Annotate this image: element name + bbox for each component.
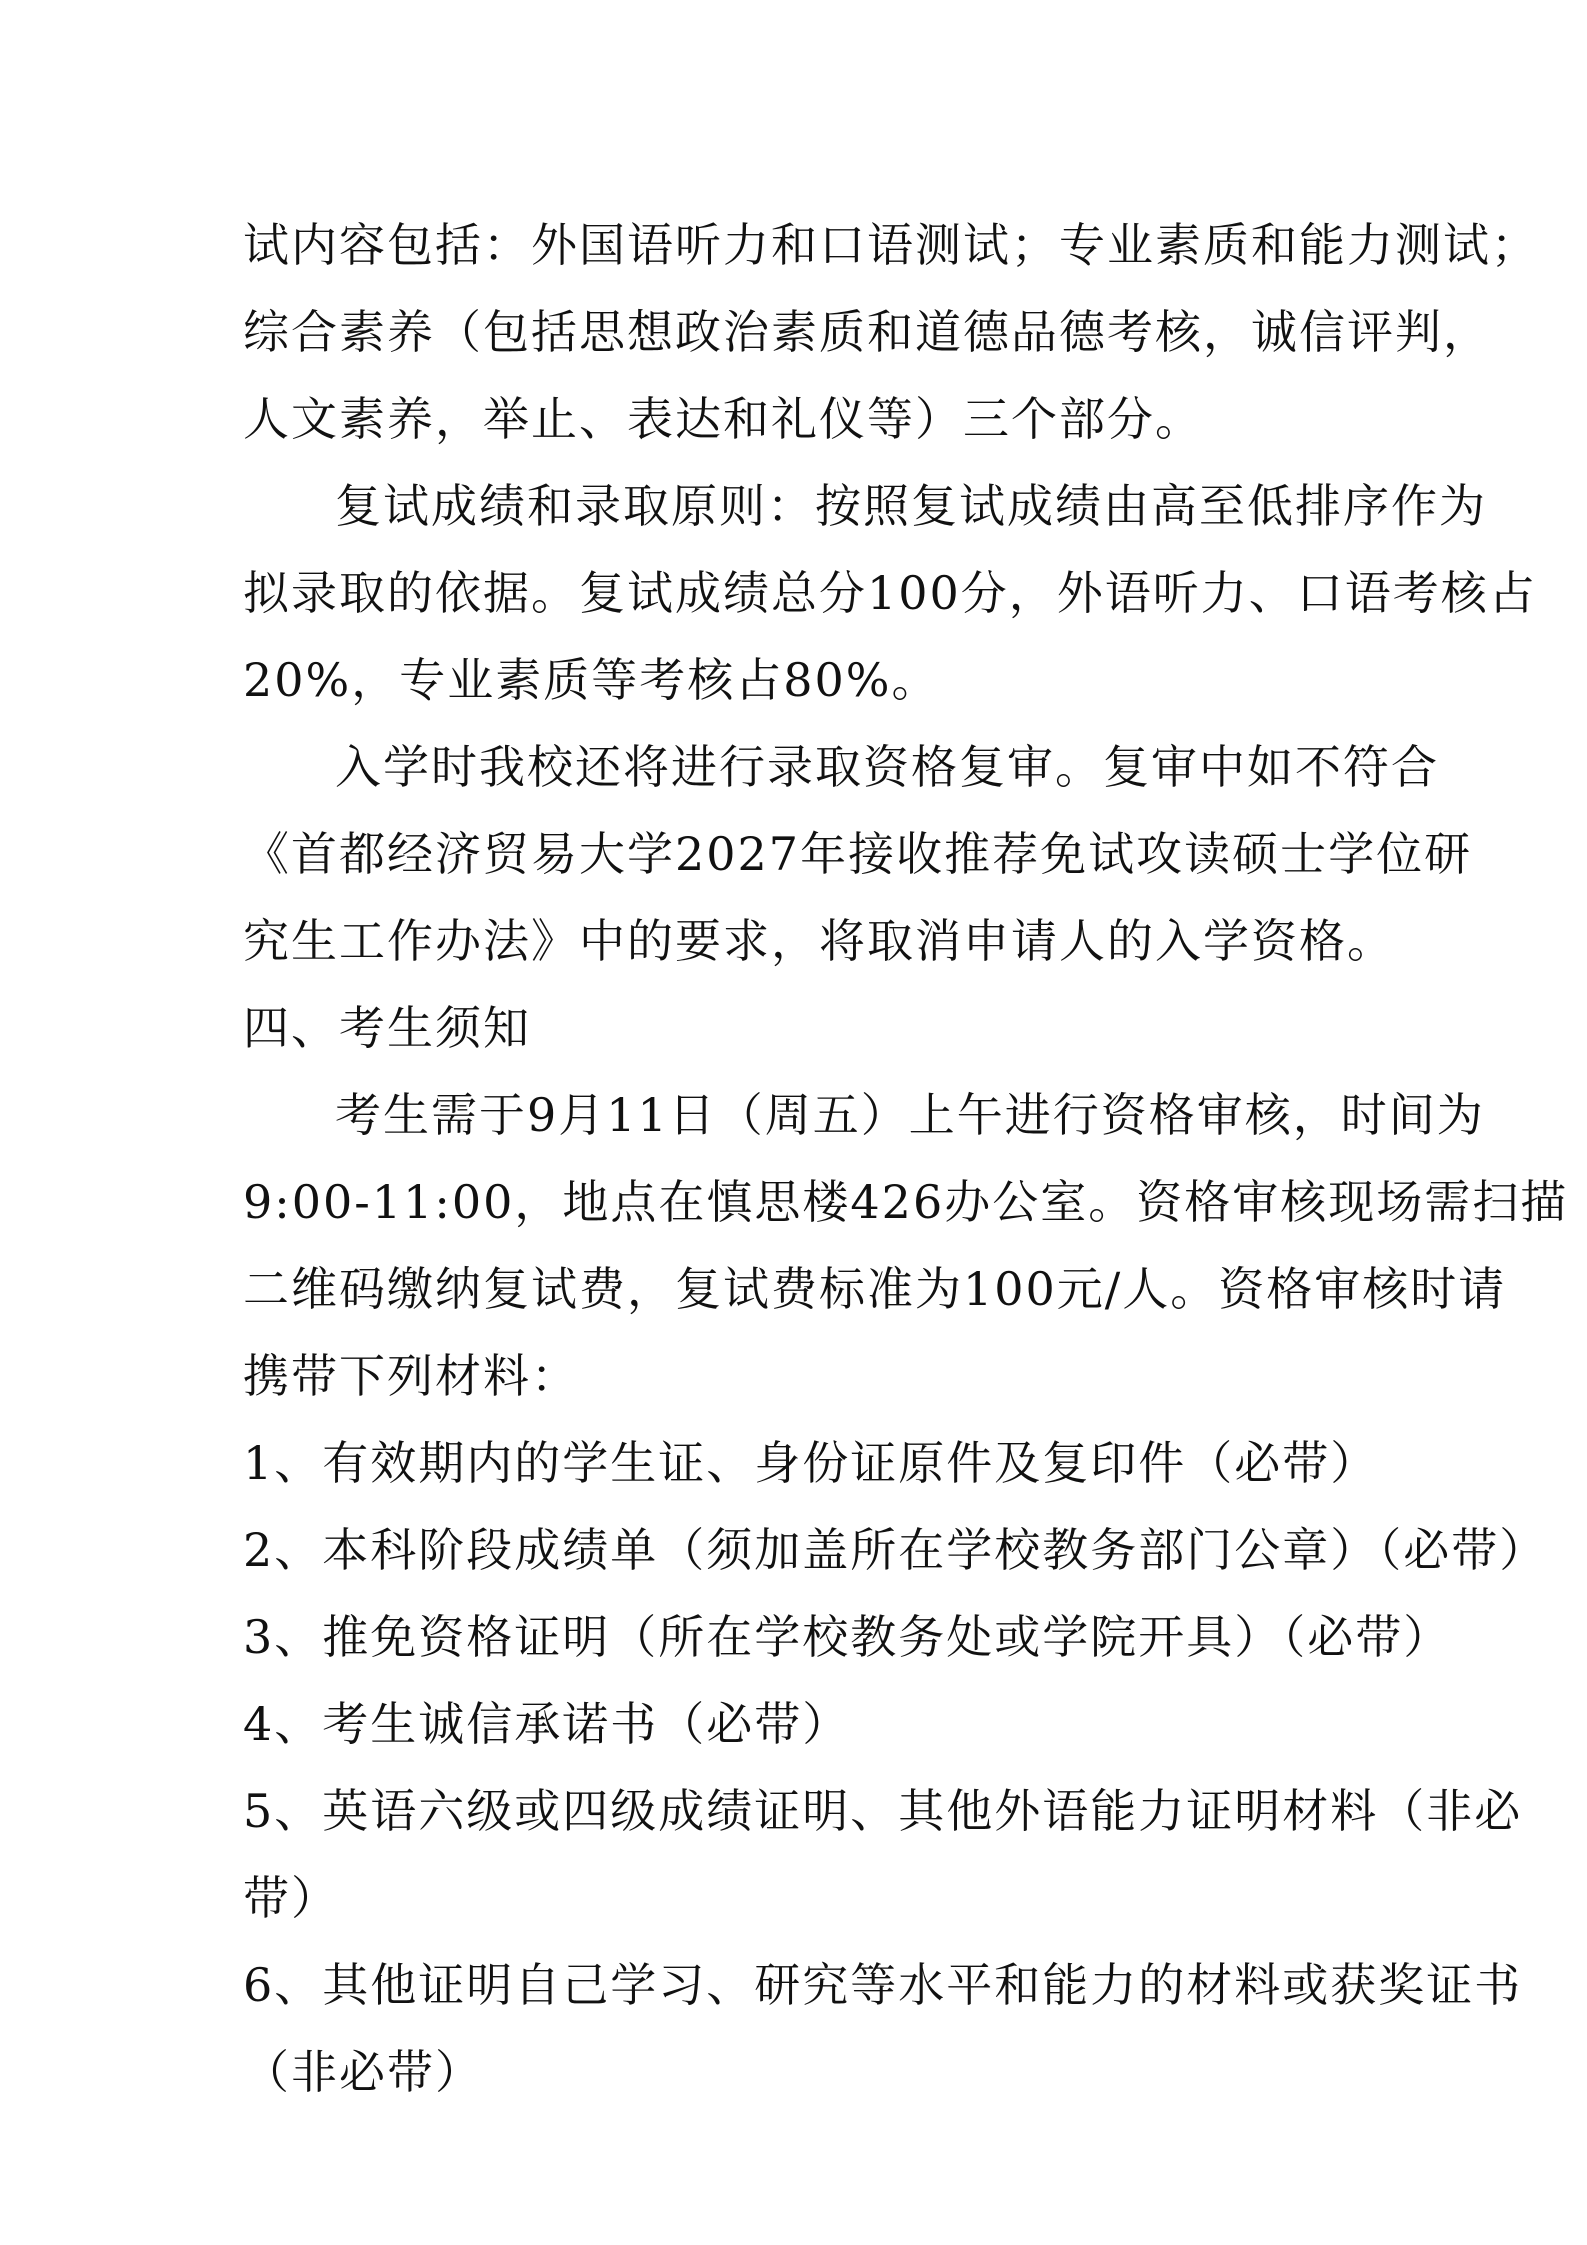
section-heading: 四、考生须知 <box>243 1001 531 1055</box>
list-item: 3、推免资格证明（所在学校教务处或学院开具）（必带） <box>243 1610 1452 1664</box>
list-item: 1、有效期内的学生证、身份证原件及复印件（必带） <box>243 1436 1379 1490</box>
text-line: 携带下列材料： <box>243 1349 579 1403</box>
list-item: 2、本科阶段成绩单（须加盖所在学校教务部门公章）（必带） <box>243 1523 1548 1577</box>
text-line: 20%，专业素质等考核占80%。 <box>243 653 940 707</box>
list-item: 4、考生诚信承诺书（必带） <box>243 1697 851 1751</box>
list-item-continuation: 带） <box>243 1871 339 1925</box>
list-item: 5、英语六级或四级成绩证明、其他外语能力证明材料（非必 <box>243 1784 1523 1838</box>
text-line: 综合素养（包括思想政治素质和道德品德考核，诚信评判， <box>243 305 1491 359</box>
text-line: 究生工作办法》中的要求，将取消申请人的入学资格。 <box>243 914 1395 968</box>
paragraph-start-line: 考生需于9月11日（周五）上午进行资格审核，时间为 <box>335 1088 1485 1142</box>
text-line: 试内容包括：外国语听力和口语测试；专业素质和能力测试； <box>243 218 1539 272</box>
list-item: 6、其他证明自己学习、研究等水平和能力的材料或获奖证书 <box>243 1958 1523 2012</box>
text-line: 拟录取的依据。复试成绩总分100分，外语听力、口语考核占 <box>243 566 1537 620</box>
text-line: 人文素养，举止、表达和礼仪等）三个部分。 <box>243 392 1203 446</box>
text-line: 《首都经济贸易大学2027年接收推荐免试攻读硕士学位研 <box>243 827 1473 881</box>
text-line: 二维码缴纳复试费，复试费标准为100元/人。资格审核时请 <box>243 1262 1507 1316</box>
list-item-continuation: （非必带） <box>243 2045 483 2099</box>
document-body <box>243 202 1569 2116</box>
paragraph-start-line: 复试成绩和录取原则：按照复试成绩由高至低排序作为 <box>335 479 1487 533</box>
paragraph-start-line: 入学时我校还将进行录取资格复审。复审中如不符合 <box>335 740 1439 794</box>
text-line: 9:00-11:00，地点在慎思楼426办公室。资格审核现场需扫描 <box>243 1175 1569 1229</box>
